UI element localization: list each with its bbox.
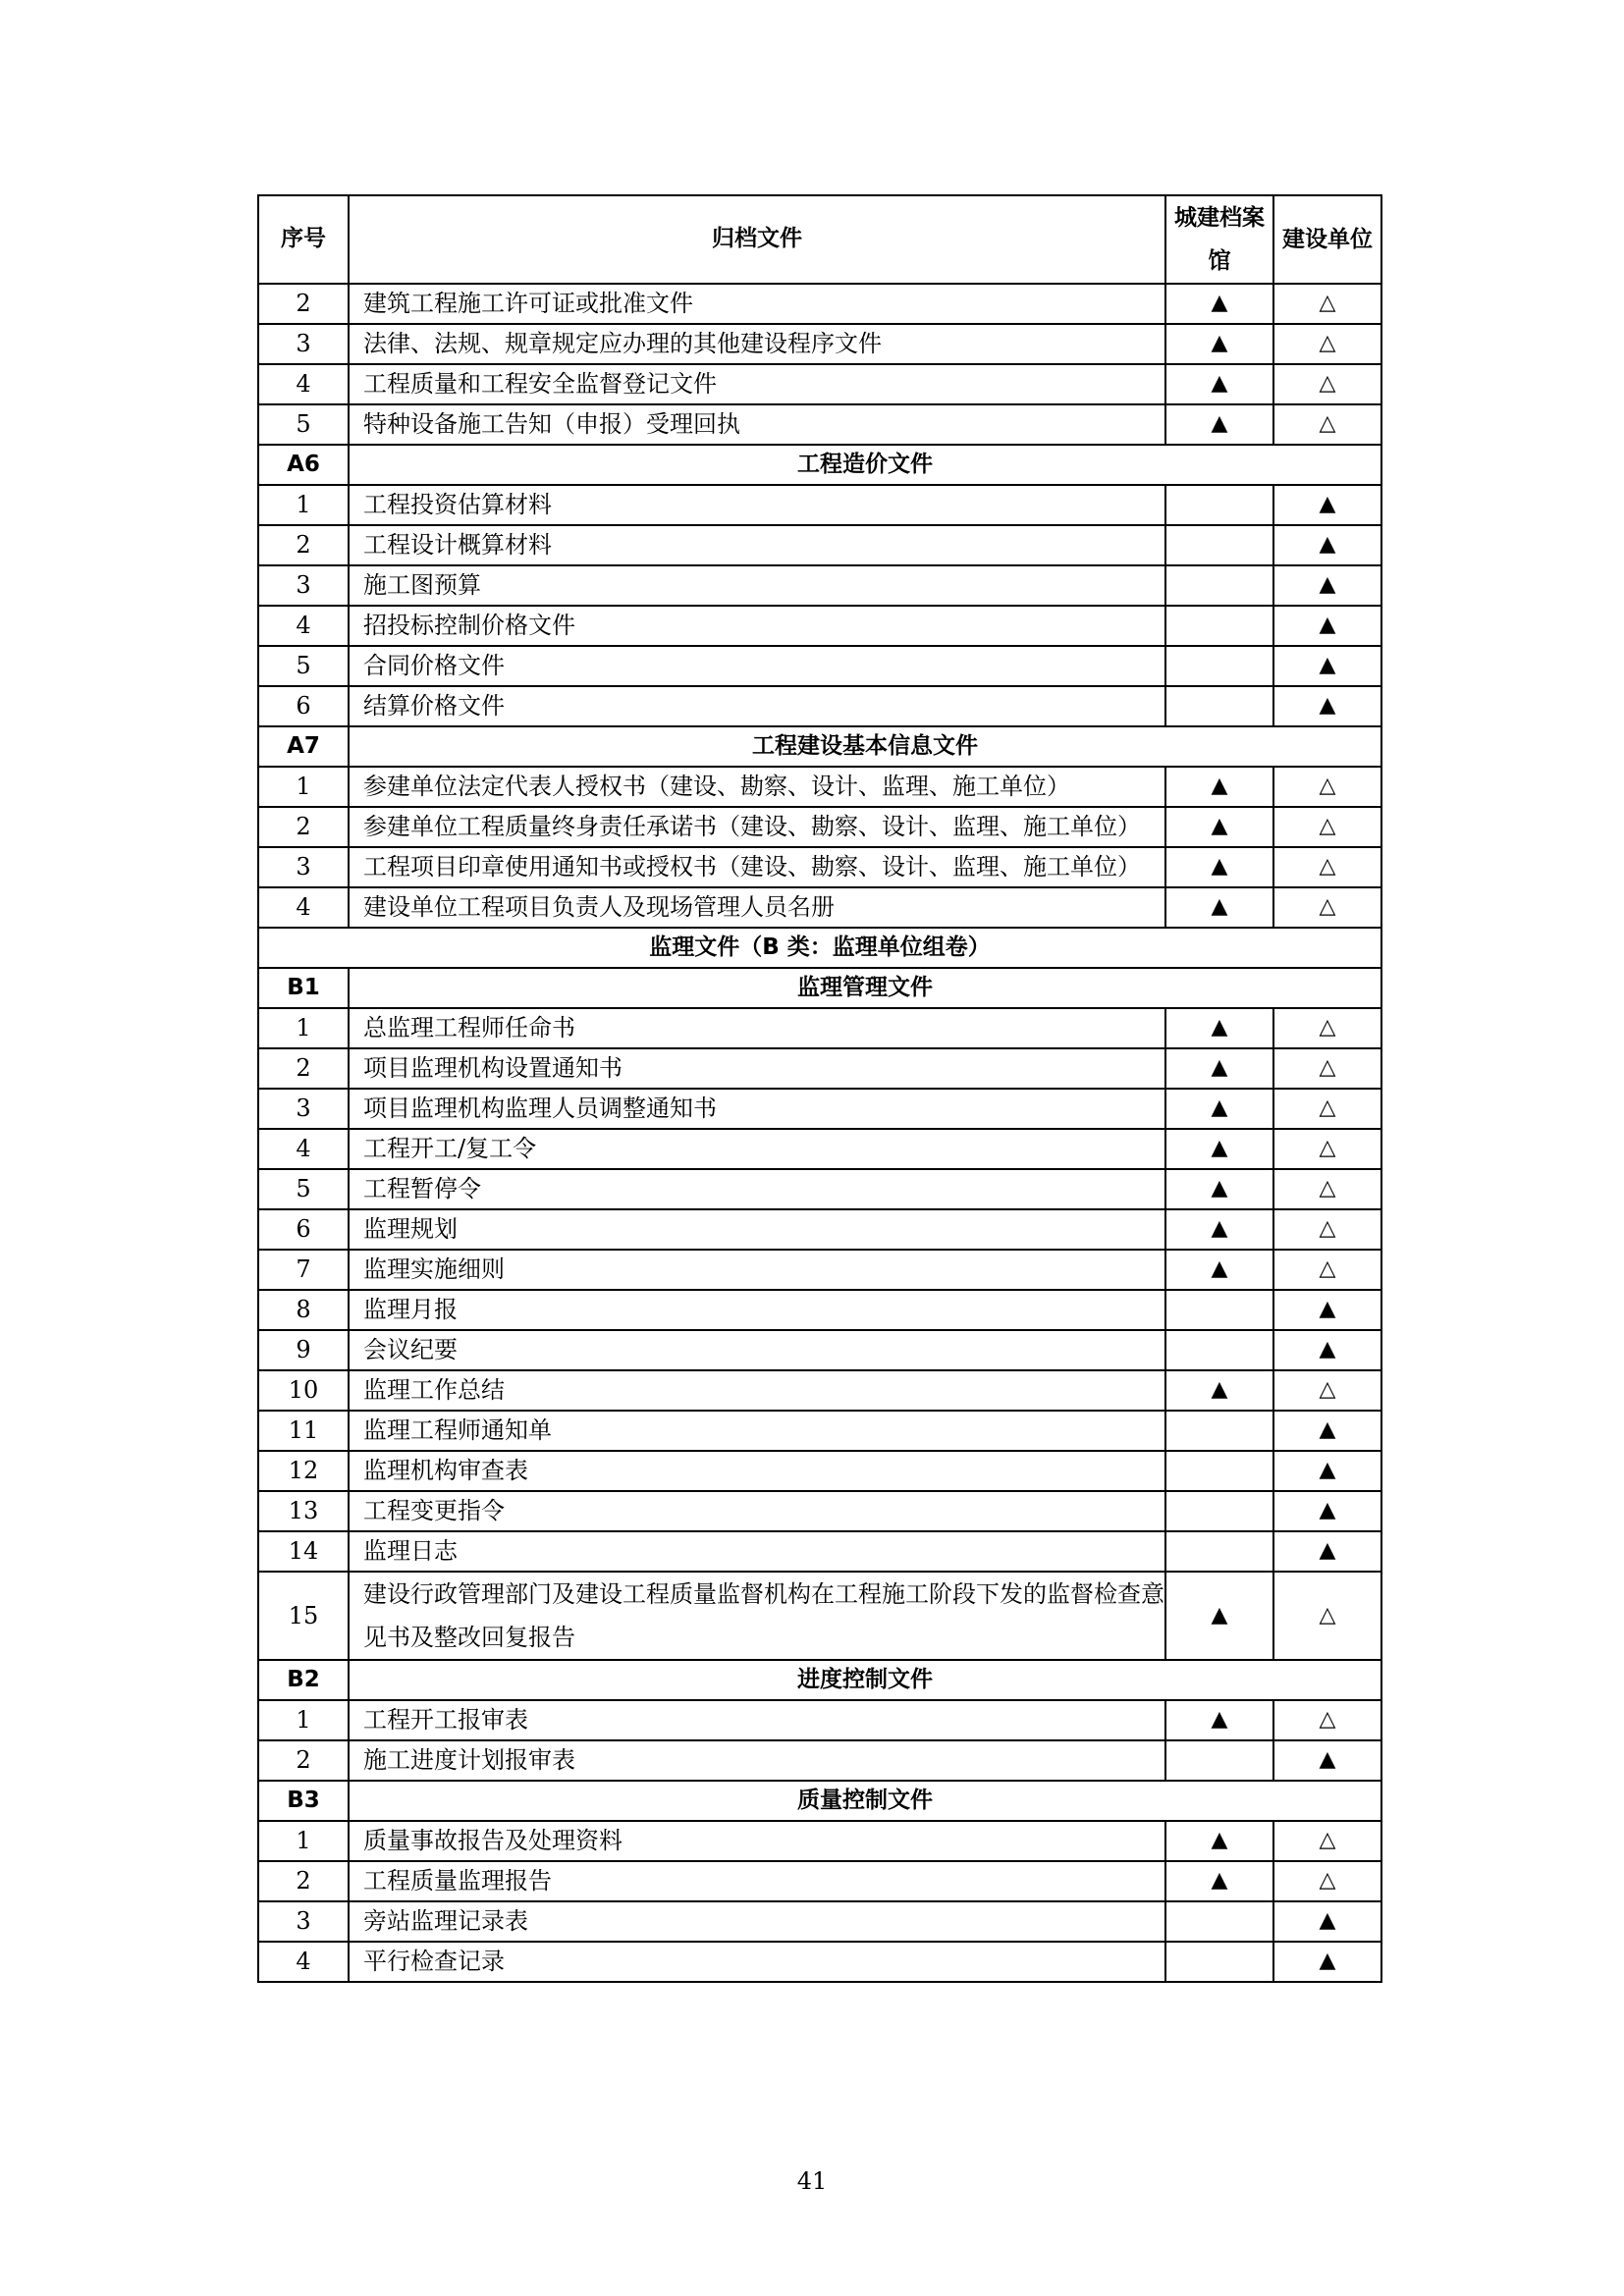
row-file-name: 监理月报: [349, 1290, 1165, 1330]
header-construction-unit: 建设单位: [1273, 195, 1381, 284]
table-row: [258, 1451, 1381, 1491]
city-archive-mark: ▲: [1165, 887, 1273, 928]
construction-unit-mark: ▲: [1273, 1491, 1381, 1531]
row-index: 2: [258, 1861, 349, 1901]
table-row: [258, 1330, 1381, 1370]
table-row: [258, 1209, 1381, 1250]
city-archive-mark: ▲: [1165, 1169, 1273, 1209]
table-row: [258, 606, 1381, 646]
row-index: 9: [258, 1330, 349, 1370]
table-row: [258, 887, 1381, 928]
row-file-name: 监理机构审查表: [349, 1451, 1165, 1491]
table-row: [258, 1250, 1381, 1290]
city-archive-mark: [1165, 1531, 1273, 1572]
city-archive-mark: ▲: [1165, 284, 1273, 324]
construction-unit-mark: △: [1273, 1129, 1381, 1169]
city-archive-mark: ▲: [1165, 1370, 1273, 1411]
table-row: [258, 1411, 1381, 1451]
section-title: 监理管理文件: [349, 968, 1381, 1008]
row-file-name: 工程设计概算材料: [349, 525, 1165, 565]
page-number: 41: [796, 2167, 828, 2195]
city-archive-mark: [1165, 1330, 1273, 1370]
row-file-name: 项目监理机构设置通知书: [349, 1048, 1165, 1089]
table-row: [258, 1048, 1381, 1089]
row-index: 12: [258, 1451, 349, 1491]
construction-unit-mark: ▲: [1273, 606, 1381, 646]
construction-unit-mark: △: [1273, 404, 1381, 445]
row-file-name: 工程开工/复工令: [349, 1129, 1165, 1169]
row-index: 3: [258, 847, 349, 887]
table-row: [258, 1129, 1381, 1169]
table-row: [258, 525, 1381, 565]
construction-unit-mark: △: [1273, 1861, 1381, 1901]
header-index: 序号: [258, 195, 349, 284]
construction-unit-mark: △: [1273, 1008, 1381, 1048]
row-file-name: 工程项目印章使用通知书或授权书（建设、勘察、设计、监理、施工单位）: [349, 847, 1165, 887]
table-row: [258, 485, 1381, 525]
table-row: [258, 1008, 1381, 1048]
city-archive-mark: [1165, 1290, 1273, 1330]
table-row: [258, 847, 1381, 887]
section-code: B2: [258, 1660, 349, 1700]
row-file-name: 平行检查记录: [349, 1942, 1165, 1982]
section-row: [258, 1781, 1381, 1821]
row-index: 4: [258, 364, 349, 404]
table-row: [258, 565, 1381, 606]
section-code: A7: [258, 726, 349, 767]
construction-unit-mark: △: [1273, 1169, 1381, 1209]
row-file-name: 工程质量和工程安全监督登记文件: [349, 364, 1165, 404]
city-archive-mark: [1165, 1451, 1273, 1491]
city-archive-mark: [1165, 1491, 1273, 1531]
row-index: 1: [258, 1008, 349, 1048]
section-row: [258, 445, 1381, 485]
table-row: [258, 1089, 1381, 1129]
row-file-name: 合同价格文件: [349, 646, 1165, 686]
table-row: [258, 1531, 1381, 1572]
construction-unit-mark: ▲: [1273, 1531, 1381, 1572]
table-row: [258, 404, 1381, 445]
row-index: 1: [258, 1821, 349, 1861]
row-index: 2: [258, 525, 349, 565]
section-row: [258, 1660, 1381, 1700]
city-archive-mark: ▲: [1165, 1572, 1273, 1660]
construction-unit-mark: △: [1273, 1572, 1381, 1660]
section-code: B3: [258, 1781, 349, 1821]
section-title: 质量控制文件: [349, 1781, 1381, 1821]
row-file-name: 监理实施细则: [349, 1250, 1165, 1290]
row-index: 4: [258, 1942, 349, 1982]
row-file-name: 建设单位工程项目负责人及现场管理人员名册: [349, 887, 1165, 928]
city-archive-mark: [1165, 1740, 1273, 1781]
table-row: [258, 1572, 1381, 1660]
construction-unit-mark: ▲: [1273, 1451, 1381, 1491]
construction-unit-mark: ▲: [1273, 1411, 1381, 1451]
city-archive-mark: ▲: [1165, 1209, 1273, 1250]
city-archive-mark: ▲: [1165, 364, 1273, 404]
construction-unit-mark: △: [1273, 847, 1381, 887]
row-index: 10: [258, 1370, 349, 1411]
row-file-name: 工程质量监理报告: [349, 1861, 1165, 1901]
row-file-name: 特种设备施工告知（申报）受理回执: [349, 404, 1165, 445]
row-index: 15: [258, 1572, 349, 1660]
construction-unit-mark: △: [1273, 1250, 1381, 1290]
city-archive-mark: [1165, 525, 1273, 565]
category-title: 监理文件（B 类：监理单位组卷）: [258, 928, 1381, 968]
row-file-name: 工程变更指令: [349, 1491, 1165, 1531]
city-archive-mark: ▲: [1165, 1129, 1273, 1169]
row-file-name: 建筑工程施工许可证或批准文件: [349, 284, 1165, 324]
row-index: 2: [258, 1740, 349, 1781]
row-index: 3: [258, 1089, 349, 1129]
header-file-name: 归档文件: [349, 195, 1165, 284]
row-file-name: 参建单位法定代表人授权书（建设、勘察、设计、监理、施工单位）: [349, 767, 1165, 807]
city-archive-mark: [1165, 1942, 1273, 1982]
table-row: [258, 1700, 1381, 1740]
construction-unit-mark: △: [1273, 767, 1381, 807]
construction-unit-mark: ▲: [1273, 1740, 1381, 1781]
row-file-name: 监理规划: [349, 1209, 1165, 1250]
row-file-name: 施工进度计划报审表: [349, 1740, 1165, 1781]
table-row: [258, 1942, 1381, 1982]
row-index: 6: [258, 1209, 349, 1250]
construction-unit-mark: △: [1273, 1700, 1381, 1740]
row-index: 2: [258, 284, 349, 324]
row-index: 13: [258, 1491, 349, 1531]
construction-unit-mark: △: [1273, 1048, 1381, 1089]
row-file-name: 工程投资估算材料: [349, 485, 1165, 525]
row-file-name: 总监理工程师任命书: [349, 1008, 1165, 1048]
row-index: 3: [258, 1901, 349, 1942]
city-archive-mark: ▲: [1165, 847, 1273, 887]
table-row: [258, 1491, 1381, 1531]
city-archive-mark: [1165, 646, 1273, 686]
row-index: 1: [258, 1700, 349, 1740]
row-file-name: 监理工程师通知单: [349, 1411, 1165, 1451]
row-index: 4: [258, 887, 349, 928]
row-index: 8: [258, 1290, 349, 1330]
table-row: [258, 1821, 1381, 1861]
section-code: A6: [258, 445, 349, 485]
table-row: [258, 1861, 1381, 1901]
section-title: 工程造价文件: [349, 445, 1381, 485]
construction-unit-mark: △: [1273, 284, 1381, 324]
city-archive-mark: [1165, 565, 1273, 606]
row-file-name: 工程开工报审表: [349, 1700, 1165, 1740]
construction-unit-mark: △: [1273, 887, 1381, 928]
construction-unit-mark: ▲: [1273, 1901, 1381, 1942]
construction-unit-mark: △: [1273, 807, 1381, 847]
city-archive-mark: ▲: [1165, 1861, 1273, 1901]
table-row: [258, 1290, 1381, 1330]
construction-unit-mark: △: [1273, 1209, 1381, 1250]
city-archive-mark: ▲: [1165, 324, 1273, 364]
row-index: 7: [258, 1250, 349, 1290]
table-row: [258, 364, 1381, 404]
construction-unit-mark: ▲: [1273, 565, 1381, 606]
table-row: [258, 686, 1381, 726]
row-file-name: 质量事故报告及处理资料: [349, 1821, 1165, 1861]
city-archive-mark: ▲: [1165, 404, 1273, 445]
section-code: B1: [258, 968, 349, 1008]
row-index: 5: [258, 646, 349, 686]
city-archive-mark: ▲: [1165, 767, 1273, 807]
table-row: [258, 1901, 1381, 1942]
row-file-name: 监理日志: [349, 1531, 1165, 1572]
category-row: [258, 928, 1381, 968]
row-file-name: 法律、法规、规章规定应办理的其他建设程序文件: [349, 324, 1165, 364]
construction-unit-mark: ▲: [1273, 525, 1381, 565]
table-row: [258, 1169, 1381, 1209]
row-file-name: 旁站监理记录表: [349, 1901, 1165, 1942]
table-row: [258, 1740, 1381, 1781]
city-archive-mark: ▲: [1165, 1700, 1273, 1740]
row-index: 4: [258, 1129, 349, 1169]
row-index: 1: [258, 767, 349, 807]
section-row: [258, 726, 1381, 767]
row-file-name: 工程暂停令: [349, 1169, 1165, 1209]
table-row: [258, 767, 1381, 807]
header-city-archive: 城建档案馆: [1165, 195, 1273, 284]
city-archive-mark: ▲: [1165, 1008, 1273, 1048]
city-archive-mark: [1165, 1901, 1273, 1942]
section-row: [258, 968, 1381, 1008]
table-row: [258, 646, 1381, 686]
row-file-name: 结算价格文件: [349, 686, 1165, 726]
city-archive-mark: [1165, 686, 1273, 726]
construction-unit-mark: △: [1273, 1089, 1381, 1129]
city-archive-mark: [1165, 606, 1273, 646]
city-archive-mark: ▲: [1165, 1821, 1273, 1861]
row-index: 4: [258, 606, 349, 646]
section-title: 进度控制文件: [349, 1660, 1381, 1700]
row-file-name: 招投标控制价格文件: [349, 606, 1165, 646]
row-file-name: 监理工作总结: [349, 1370, 1165, 1411]
row-index: 5: [258, 404, 349, 445]
row-file-name: 施工图预算: [349, 565, 1165, 606]
table-row: [258, 807, 1381, 847]
construction-unit-mark: △: [1273, 324, 1381, 364]
row-index: 14: [258, 1531, 349, 1572]
row-index: 3: [258, 565, 349, 606]
section-title: 工程建设基本信息文件: [349, 726, 1381, 767]
row-index: 5: [258, 1169, 349, 1209]
row-index: 6: [258, 686, 349, 726]
table-row: [258, 324, 1381, 364]
city-archive-mark: [1165, 1411, 1273, 1451]
construction-unit-mark: △: [1273, 364, 1381, 404]
construction-unit-mark: ▲: [1273, 485, 1381, 525]
row-file-name: 会议纪要: [349, 1330, 1165, 1370]
row-file-name: 参建单位工程质量终身责任承诺书（建设、勘察、设计、监理、施工单位）: [349, 807, 1165, 847]
archive-table: [257, 194, 1382, 1983]
row-index: 3: [258, 324, 349, 364]
row-index: 1: [258, 485, 349, 525]
row-index: 2: [258, 1048, 349, 1089]
construction-unit-mark: ▲: [1273, 1942, 1381, 1982]
construction-unit-mark: ▲: [1273, 1290, 1381, 1330]
table-header-row: [258, 195, 1381, 284]
table-row: [258, 284, 1381, 324]
row-index: 11: [258, 1411, 349, 1451]
city-archive-mark: [1165, 485, 1273, 525]
construction-unit-mark: △: [1273, 1370, 1381, 1411]
table-row: [258, 1370, 1381, 1411]
row-file-name: 项目监理机构监理人员调整通知书: [349, 1089, 1165, 1129]
construction-unit-mark: ▲: [1273, 646, 1381, 686]
city-archive-mark: ▲: [1165, 1250, 1273, 1290]
construction-unit-mark: △: [1273, 1821, 1381, 1861]
city-archive-mark: ▲: [1165, 1048, 1273, 1089]
city-archive-mark: ▲: [1165, 807, 1273, 847]
construction-unit-mark: ▲: [1273, 1330, 1381, 1370]
row-index: 2: [258, 807, 349, 847]
construction-unit-mark: ▲: [1273, 686, 1381, 726]
city-archive-mark: ▲: [1165, 1089, 1273, 1129]
row-file-name: 建设行政管理部门及建设工程质量监督机构在工程施工阶段下发的监督检查意见书及整改回复报告: [349, 1572, 1165, 1660]
